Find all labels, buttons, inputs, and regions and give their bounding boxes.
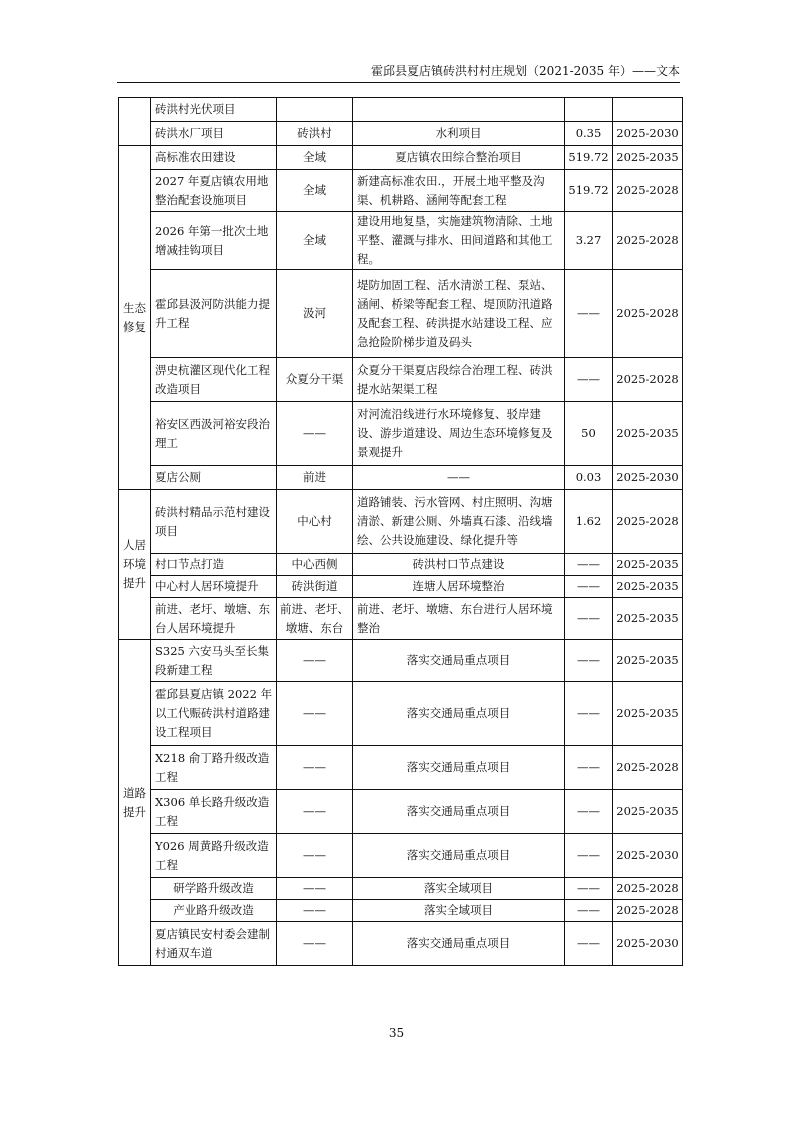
amount-cell: —— (565, 900, 613, 922)
page-header-title: 霍邱县夏店镇砖洪村村庄规划（2021-2035 年）——文本 (371, 64, 680, 78)
project-name-cell: 裕安区西汲河裕安段治理工 (151, 402, 277, 466)
category-cell (119, 98, 151, 146)
amount-cell: —— (565, 640, 613, 682)
project-name-cell: 砖洪水厂项目 (151, 122, 277, 146)
amount-cell: —— (565, 746, 613, 790)
content-cell: 前进、老圩、墩塘、东台进行人居环境整治 (353, 598, 565, 640)
location-cell: —— (277, 878, 353, 900)
table-row (119, 270, 683, 358)
content-cell: 连塘人居环境整治 (353, 576, 565, 598)
project-name-cell: 中心村人居环境提升 (151, 576, 277, 598)
category-cell: 人居环境提升 (119, 490, 151, 640)
location-cell: 众夏分干渠 (277, 358, 353, 402)
project-name-cell: 砖洪村光伏项目 (151, 98, 277, 122)
table-row (119, 402, 683, 466)
content-cell: 新建高标准农田.，开展土地平整及沟渠、机耕路、涵闸等配套工程 (353, 170, 565, 212)
project-name-cell: 村口节点打造 (151, 554, 277, 576)
period-cell: 2025-2035 (613, 790, 683, 834)
table-row (119, 146, 683, 170)
project-name-cell: 霍邱县夏店镇 2022 年以工代赈砖洪村道路建设工程项目 (151, 682, 277, 746)
project-name-cell: 霍邱县汲河防洪能力提升工程 (151, 270, 277, 358)
period-cell: 2025-2028 (613, 170, 683, 212)
content-cell: 道路铺装、污水管网、村庄照明、沟塘清淤、新建公厕、外墙真石漆、沿线墙绘、公共设施建设、绿化提升等 (353, 490, 565, 554)
content-cell: 落实交通局重点项目 (353, 922, 565, 966)
amount-cell: 3.27 (565, 212, 613, 270)
period-cell: 2025-2035 (613, 402, 683, 466)
amount-cell: 0.03 (565, 466, 613, 490)
project-name-cell: 研学路升级改造 (151, 878, 277, 900)
amount-cell: —— (565, 682, 613, 746)
project-name-cell: X218 俞丁路升级改造工程 (151, 746, 277, 790)
period-cell: 2025-2030 (613, 122, 683, 146)
period-cell: 2025-2035 (613, 576, 683, 598)
content-cell: 砖洪村口节点建设 (353, 554, 565, 576)
table-row (119, 922, 683, 966)
table-row (119, 576, 683, 598)
amount-cell: —— (565, 922, 613, 966)
table-row (119, 98, 683, 122)
amount-cell: —— (565, 358, 613, 402)
period-cell: 2025-2030 (613, 922, 683, 966)
content-cell: —— (353, 466, 565, 490)
table-row (119, 212, 683, 270)
content-cell: 落实交通局重点项目 (353, 746, 565, 790)
location-cell: —— (277, 402, 353, 466)
period-cell: 2025-2028 (613, 900, 683, 922)
location-cell: 全域 (277, 146, 353, 170)
period-cell: 2025-2035 (613, 146, 683, 170)
project-table (118, 97, 683, 966)
period-cell: 2025-2028 (613, 746, 683, 790)
category-cell: 生态修复 (119, 146, 151, 490)
amount-cell (565, 98, 613, 122)
table-row (119, 170, 683, 212)
category-cell: 道路提升 (119, 640, 151, 966)
amount-cell: —— (565, 554, 613, 576)
table-row (119, 682, 683, 746)
content-cell: 落实全域项目 (353, 878, 565, 900)
header-rule (117, 82, 680, 83)
table-row (119, 490, 683, 554)
table-row (119, 834, 683, 878)
location-cell: —— (277, 900, 353, 922)
project-name-cell: S325 六安马头至长集段新建工程 (151, 640, 277, 682)
location-cell (277, 98, 353, 122)
location-cell: —— (277, 640, 353, 682)
amount-cell: —— (565, 270, 613, 358)
table-row (119, 878, 683, 900)
page-number: 35 (388, 1026, 405, 1040)
period-cell: 2025-2035 (613, 598, 683, 640)
table-row (119, 358, 683, 402)
table-row (119, 466, 683, 490)
amount-cell: 0.35 (565, 122, 613, 146)
table-row (119, 640, 683, 682)
amount-cell: 519.72 (565, 146, 613, 170)
period-cell: 2025-2028 (613, 358, 683, 402)
content-cell (353, 98, 565, 122)
location-cell: 前进 (277, 466, 353, 490)
project-name-cell: 产业路升级改造 (151, 900, 277, 922)
period-cell: 2025-2035 (613, 554, 683, 576)
location-cell: —— (277, 790, 353, 834)
amount-cell: 50 (565, 402, 613, 466)
content-cell: 落实交通局重点项目 (353, 790, 565, 834)
amount-cell: 1.62 (565, 490, 613, 554)
content-cell: 堤防加固工程、活水清淤工程、泵站、涵闸、桥梁等配套工程、堤顶防汛道路及配套工程、砖洪提水站建设工程、应急抢险阶梯步道及码头 (353, 270, 565, 358)
content-cell: 落实交通局重点项目 (353, 682, 565, 746)
location-cell: 全域 (277, 212, 353, 270)
project-name-cell: 砖洪村精品示范村建设项目 (151, 490, 277, 554)
amount-cell: 519.72 (565, 170, 613, 212)
location-cell: 全域 (277, 170, 353, 212)
location-cell: 砖洪村 (277, 122, 353, 146)
table-row (119, 598, 683, 640)
table-row (119, 900, 683, 922)
location-cell: —— (277, 834, 353, 878)
period-cell (613, 98, 683, 122)
content-cell: 对河流沿线进行水环境修复、驳岸建设、游步道建设、周边生态环境修复及景观提升 (353, 402, 565, 466)
location-cell: 中心西侧 (277, 554, 353, 576)
content-cell: 水利项目 (353, 122, 565, 146)
location-cell: —— (277, 922, 353, 966)
project-name-cell: Y026 周黄路升级改造工程 (151, 834, 277, 878)
period-cell: 2025-2028 (613, 490, 683, 554)
project-name-cell: 夏店公厕 (151, 466, 277, 490)
location-cell: —— (277, 746, 353, 790)
table-row (119, 790, 683, 834)
period-cell: 2025-2030 (613, 834, 683, 878)
amount-cell: —— (565, 834, 613, 878)
table-row (119, 554, 683, 576)
content-cell: 众夏分干渠夏店段综合治理工程、砖洪提水站架渠工程 (353, 358, 565, 402)
content-cell: 夏店镇农田综合整治项目 (353, 146, 565, 170)
project-name-cell: 前进、老圩、墩塘、东台人居环境提升 (151, 598, 277, 640)
amount-cell: —— (565, 576, 613, 598)
amount-cell: —— (565, 878, 613, 900)
location-cell: —— (277, 682, 353, 746)
location-cell: 砖洪街道 (277, 576, 353, 598)
period-cell: 2025-2028 (613, 270, 683, 358)
table-row (119, 746, 683, 790)
amount-cell: —— (565, 598, 613, 640)
period-cell: 2025-2028 (613, 212, 683, 270)
period-cell: 2025-2035 (613, 682, 683, 746)
amount-cell: —— (565, 790, 613, 834)
content-cell: 落实交通局重点项目 (353, 640, 565, 682)
period-cell: 2025-2030 (613, 466, 683, 490)
table-row (119, 122, 683, 146)
project-name-cell: 2026 年第一批次土地增减挂钩项目 (151, 212, 277, 270)
content-cell: 建设用地复垦，实施建筑物清除、土地平整、灌溉与排水、田间道路和其他工程。 (353, 212, 565, 270)
project-name-cell: X306 单长路升级改造工程 (151, 790, 277, 834)
project-name-cell: 2027 年夏店镇农用地整治配套设施项目 (151, 170, 277, 212)
period-cell: 2025-2028 (613, 878, 683, 900)
project-name-cell: 高标准农田建设 (151, 146, 277, 170)
project-name-cell: 淠史杭灌区现代化工程改造项目 (151, 358, 277, 402)
project-name-cell: 夏店镇民安村委会建制村通双车道 (151, 922, 277, 966)
location-cell: 中心村 (277, 490, 353, 554)
location-cell: 前进、老圩、墩塘、东台 (277, 598, 353, 640)
location-cell: 汲河 (277, 270, 353, 358)
content-cell: 落实交通局重点项目 (353, 834, 565, 878)
content-cell: 落实全域项目 (353, 900, 565, 922)
period-cell: 2025-2035 (613, 640, 683, 682)
